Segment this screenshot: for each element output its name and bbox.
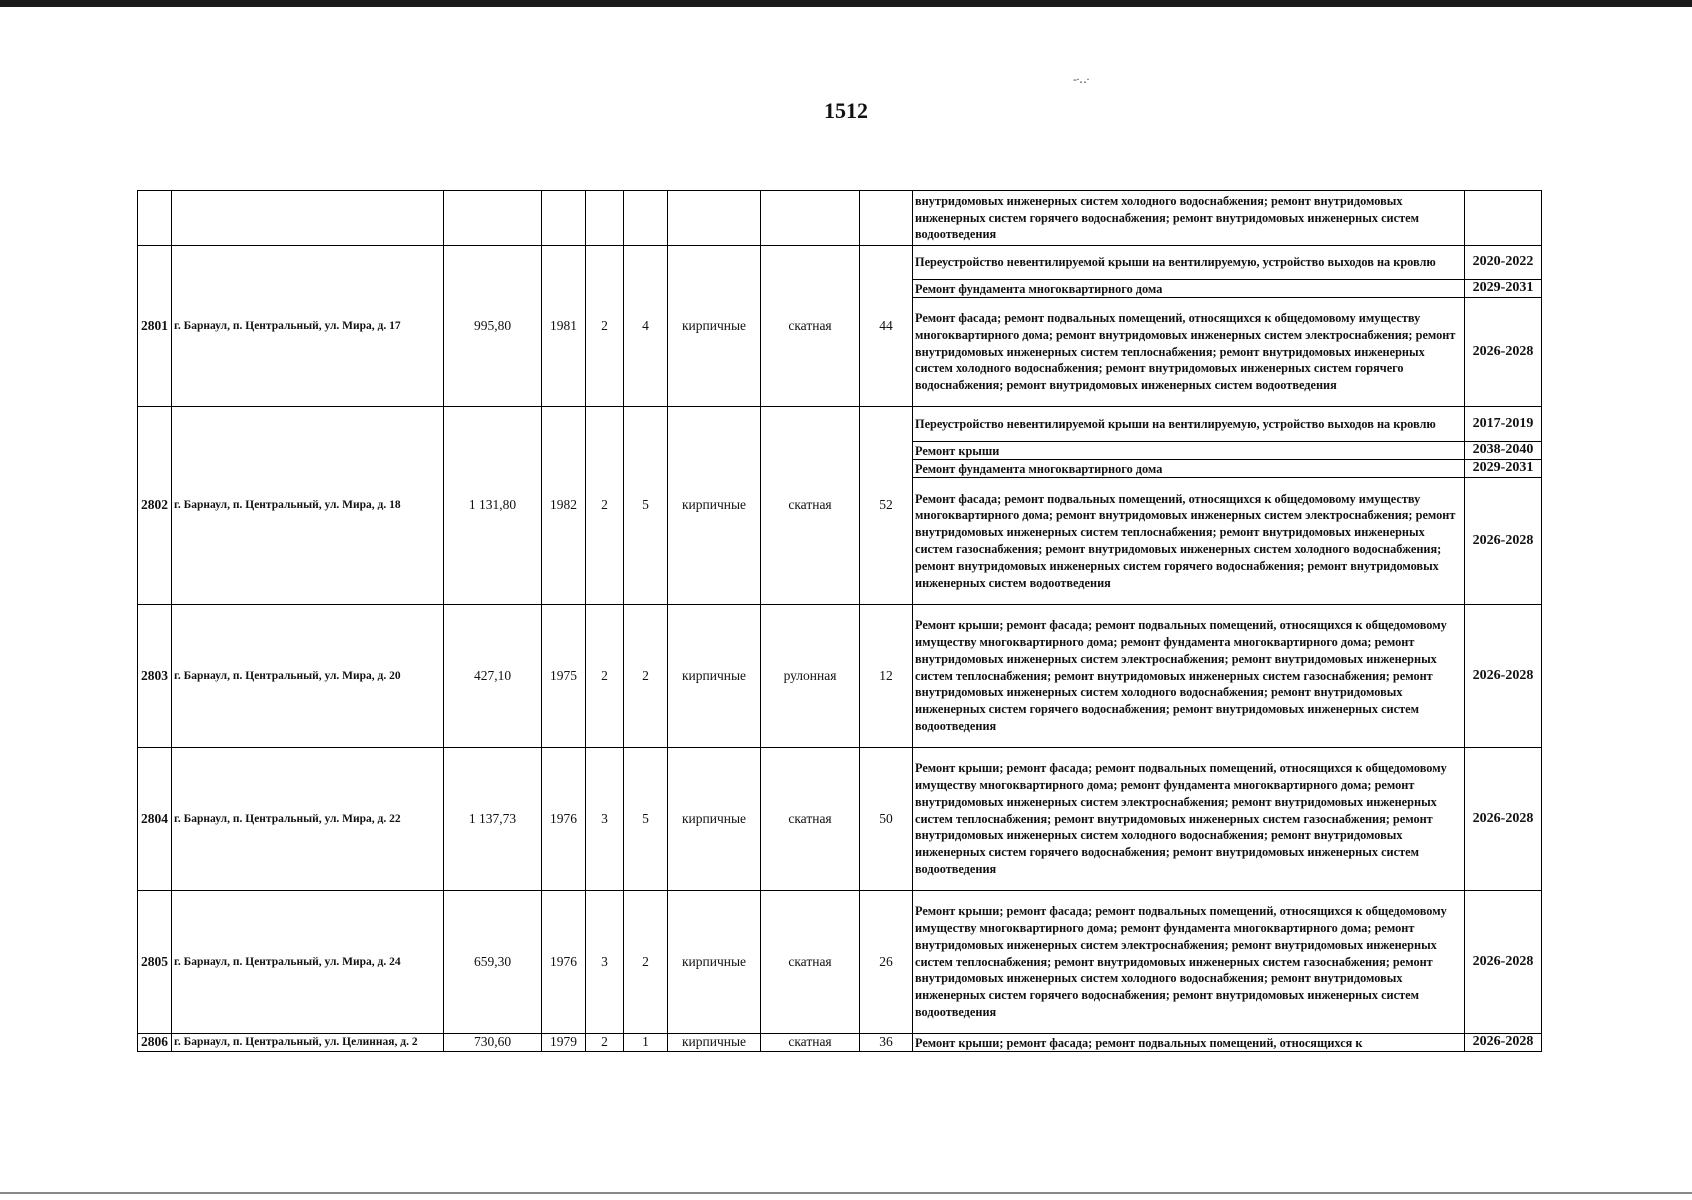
work-period-empty xyxy=(1465,191,1542,246)
table-row xyxy=(138,748,1542,891)
work-period: 2017-2019 xyxy=(1465,407,1542,442)
work-period: 2026-2028 xyxy=(1465,891,1542,1034)
empty-cell xyxy=(761,191,860,246)
floor-count: 2 xyxy=(586,407,624,605)
table-row xyxy=(138,1034,1542,1052)
entrance-count: 5 xyxy=(624,748,668,891)
empty-cell xyxy=(860,191,913,246)
work-period: 2029-2031 xyxy=(1465,460,1542,478)
floor-count: 3 xyxy=(586,748,624,891)
empty-cell xyxy=(444,191,542,246)
scan-mark: -·‥· xyxy=(1073,72,1089,86)
row-number: 2802 xyxy=(138,407,172,605)
housing-repair-table xyxy=(137,190,1542,1052)
apartment-count: 12 xyxy=(860,605,913,748)
construction-year: 1982 xyxy=(542,407,586,605)
work-period: 2026-2028 xyxy=(1465,748,1542,891)
scan-bottom-border xyxy=(0,1192,1692,1194)
work-period: 2026-2028 xyxy=(1465,605,1542,748)
apartment-count: 52 xyxy=(860,407,913,605)
floor-count: 3 xyxy=(586,891,624,1034)
wall-material: кирпичные xyxy=(668,1034,761,1052)
total-area: 427,10 xyxy=(444,605,542,748)
work-period: 2026-2028 xyxy=(1465,1034,1542,1052)
floor-count: 2 xyxy=(586,1034,624,1052)
work-description: Ремонт крыши xyxy=(913,442,1465,460)
wall-material: кирпичные xyxy=(668,748,761,891)
work-period: 2029-2031 xyxy=(1465,280,1542,298)
roof-type: скатная xyxy=(761,246,860,407)
roof-type: скатная xyxy=(761,748,860,891)
entrance-count: 5 xyxy=(624,407,668,605)
empty-cell xyxy=(542,191,586,246)
building-address: г. Барнаул, п. Центральный, ул. Мира, д. 24 xyxy=(172,891,444,1034)
total-area: 730,60 xyxy=(444,1034,542,1052)
apartment-count: 44 xyxy=(860,246,913,407)
apartment-count: 26 xyxy=(860,891,913,1034)
row-number: 2803 xyxy=(138,605,172,748)
wall-material: кирпичные xyxy=(668,891,761,1034)
work-period: 2038-2040 xyxy=(1465,442,1542,460)
entrance-count: 2 xyxy=(624,891,668,1034)
work-description: Ремонт фундамента многоквартирного дома xyxy=(913,460,1465,478)
work-description: Переустройство невентилируемой крыши на вентилируемую, устройство выходов на кровлю xyxy=(913,246,1465,280)
table-row xyxy=(138,246,1542,280)
building-address: г. Барнаул, п. Центральный, ул. Мира, д. 17 xyxy=(172,246,444,407)
apartment-count: 50 xyxy=(860,748,913,891)
work-description: Ремонт крыши; ремонт фасада; ремонт подвальных помещений, относящихся к общедомовому имуществу многоквартирного дома; ремонт фундамента многоквартирного дома; ремонт внутридомовых инженерных систем электроснабжения; ремонт внутридомовых инженерных систем теплоснабжения; ремонт внутридомовых инженерных систем газоснабжения; ремонт внутридомовых инженерных систем холодного водоснабжения; ремонт внутридомовых инженерных систем горячего водоснабжения; ремонт внутридомовых инженерных систем водоотведения xyxy=(913,605,1465,748)
entrance-count: 1 xyxy=(624,1034,668,1052)
work-description: Ремонт фундамента многоквартирного дома xyxy=(913,280,1465,298)
work-period: 2026-2028 xyxy=(1465,298,1542,407)
roof-type: рулонная xyxy=(761,605,860,748)
floor-count: 2 xyxy=(586,605,624,748)
empty-cell xyxy=(172,191,444,246)
apartment-count: 36 xyxy=(860,1034,913,1052)
building-address: г. Барнаул, п. Центральный, ул. Целинная, д. 2 xyxy=(172,1034,444,1052)
page-number: 1512 xyxy=(824,98,868,123)
work-period: 2026-2028 xyxy=(1465,478,1542,605)
empty-cell xyxy=(624,191,668,246)
empty-cell xyxy=(138,191,172,246)
wall-material: кирпичные xyxy=(668,407,761,605)
work-description: Ремонт крыши; ремонт фасада; ремонт подвальных помещений, относящихся к xyxy=(913,1034,1465,1052)
construction-year: 1976 xyxy=(542,748,586,891)
work-period: 2020-2022 xyxy=(1465,246,1542,280)
floor-count: 2 xyxy=(586,246,624,407)
work-description: внутридомовых инженерных систем холодного водоснабжения; ремонт внутридомовых инженерных систем горячего водоснабжения; ремонт внутридомовых инженерных систем водоотведения xyxy=(913,191,1465,246)
building-address: г. Барнаул, п. Центральный, ул. Мира, д. 18 xyxy=(172,407,444,605)
work-description: Переустройство невентилируемой крыши на вентилируемую, устройство выходов на кровлю xyxy=(913,407,1465,442)
wall-material: кирпичные xyxy=(668,246,761,407)
construction-year: 1979 xyxy=(542,1034,586,1052)
table-row xyxy=(138,891,1542,1034)
table-row xyxy=(138,605,1542,748)
total-area: 659,30 xyxy=(444,891,542,1034)
construction-year: 1981 xyxy=(542,246,586,407)
work-description: Ремонт фасада; ремонт подвальных помещений, относящихся к общедомовому имуществу многоквартирного дома; ремонт внутридомовых инженерных систем электроснабжения; ремонт внутридомовых инженерных систем теплоснабжения; ремонт внутридомовых инженерных систем холодного водоснабжения; ремонт внутридомовых инженерных систем горячего водоснабжения; ремонт внутридомовых инженерных систем водоотведения xyxy=(913,298,1465,407)
building-address: г. Барнаул, п. Центральный, ул. Мира, д. 20 xyxy=(172,605,444,748)
building-address: г. Барнаул, п. Центральный, ул. Мира, д. 22 xyxy=(172,748,444,891)
empty-cell xyxy=(586,191,624,246)
construction-year: 1975 xyxy=(542,605,586,748)
roof-type: скатная xyxy=(761,407,860,605)
entrance-count: 2 xyxy=(624,605,668,748)
roof-type: скатная xyxy=(761,1034,860,1052)
row-number: 2805 xyxy=(138,891,172,1034)
work-description: Ремонт фасада; ремонт подвальных помещений, относящихся к общедомовому имуществу многоквартирного дома; ремонт внутридомовых инженерных систем электроснабжения; ремонт внутридомовых инженерных систем теплоснабжения; ремонт внутридомовых инженерных систем газоснабжения; ремонт внутридомовых инженерных систем холодного водоснабжения; ремонт внутридомовых инженерных систем горячего водоснабжения; ремонт внутридомовых инженерных систем водоотведения xyxy=(913,478,1465,605)
scan-top-border xyxy=(0,0,1692,7)
empty-cell xyxy=(668,191,761,246)
total-area: 995,80 xyxy=(444,246,542,407)
work-description: Ремонт крыши; ремонт фасада; ремонт подвальных помещений, относящихся к общедомовому имуществу многоквартирного дома; ремонт фундамента многоквартирного дома; ремонт внутридомовых инженерных систем электроснабжения; ремонт внутридомовых инженерных систем теплоснабжения; ремонт внутридомовых инженерных систем газоснабжения; ремонт внутридомовых инженерных систем холодного водоснабжения; ремонт внутридомовых инженерных систем горячего водоснабжения; ремонт внутридомовых инженерных систем водоотведения xyxy=(913,891,1465,1034)
table-row-continuation xyxy=(138,191,1542,246)
total-area: 1 137,73 xyxy=(444,748,542,891)
work-description: Ремонт крыши; ремонт фасада; ремонт подвальных помещений, относящихся к общедомовому имуществу многоквартирного дома; ремонт фундамента многоквартирного дома; ремонт внутридомовых инженерных систем электроснабжения; ремонт внутридомовых инженерных систем теплоснабжения; ремонт внутридомовых инженерных систем газоснабжения; ремонт внутридомовых инженерных систем холодного водоснабжения; ремонт внутридомовых инженерных систем горячего водоснабжения; ремонт внутридомовых инженерных систем водоотведения xyxy=(913,748,1465,891)
construction-year: 1976 xyxy=(542,891,586,1034)
roof-type: скатная xyxy=(761,891,860,1034)
wall-material: кирпичные xyxy=(668,605,761,748)
row-number: 2801 xyxy=(138,246,172,407)
row-number: 2806 xyxy=(138,1034,172,1052)
entrance-count: 4 xyxy=(624,246,668,407)
total-area: 1 131,80 xyxy=(444,407,542,605)
row-number: 2804 xyxy=(138,748,172,891)
table-row xyxy=(138,407,1542,442)
